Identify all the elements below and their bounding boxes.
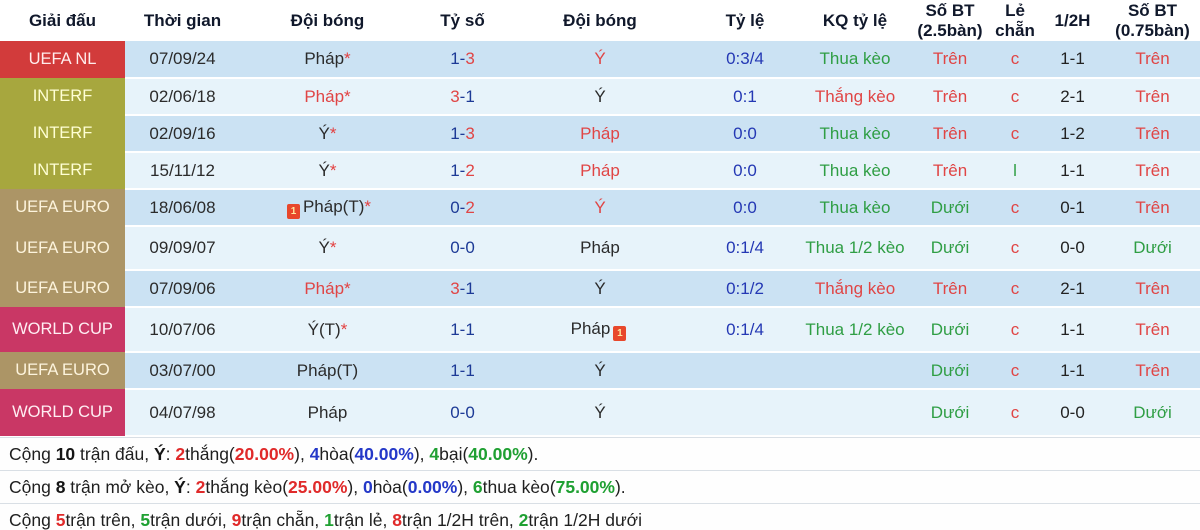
col-header-half: 1/2H bbox=[1040, 0, 1105, 41]
odd-even: c bbox=[990, 41, 1040, 78]
odd-even: c bbox=[990, 189, 1040, 226]
home-team-cell bbox=[240, 41, 415, 78]
half-score: 1-1 bbox=[1040, 41, 1105, 78]
summary-text: 8 bbox=[392, 509, 402, 530]
away-goals: 1 bbox=[465, 86, 475, 106]
odds-result: Thua kèo bbox=[800, 115, 910, 152]
summary-text: 20.00% bbox=[234, 443, 295, 464]
over-under-25: Trên bbox=[910, 41, 990, 78]
summary-text: 10 bbox=[55, 443, 76, 464]
match-date: 03/07/00 bbox=[125, 352, 240, 389]
home-star: * bbox=[329, 123, 337, 143]
handicap-odds: 0:1/2 bbox=[690, 270, 800, 307]
summary-text: 8 bbox=[55, 476, 66, 497]
match-row bbox=[0, 41, 1200, 78]
handicap-odds: 0:0 bbox=[690, 152, 800, 189]
col-header-score: Tỷ số bbox=[415, 0, 510, 41]
odds-result: Thua kèo bbox=[800, 152, 910, 189]
summary-text: Ý bbox=[153, 443, 166, 464]
odds-result bbox=[800, 389, 910, 436]
summary-text: 0.00% bbox=[407, 476, 458, 497]
away-team-cell bbox=[510, 307, 690, 352]
summary-text: ), bbox=[413, 443, 430, 464]
summary-text: Cộng bbox=[9, 476, 56, 497]
summary-text: thắng( bbox=[185, 443, 235, 464]
away-team-cell bbox=[510, 226, 690, 270]
home-team-name: Ý bbox=[318, 238, 330, 258]
summary-line-handicap bbox=[0, 470, 1200, 503]
half-score: 0-0 bbox=[1040, 389, 1105, 436]
score-cell bbox=[415, 352, 510, 389]
over-under-075: Trên bbox=[1105, 307, 1200, 352]
away-team-name: Ý bbox=[594, 86, 606, 106]
league-badge: UEFA EURO bbox=[0, 189, 125, 226]
summary-text: hòa( bbox=[319, 443, 355, 464]
summary-text: 4 bbox=[309, 443, 320, 464]
odds-result: Thua kèo bbox=[800, 41, 910, 78]
over-under-25: Dưới bbox=[910, 226, 990, 270]
match-date: 07/09/24 bbox=[125, 41, 240, 78]
score-dash: - bbox=[459, 160, 466, 180]
handicap-odds: 0:1/4 bbox=[690, 226, 800, 270]
summary-text: 25.00% bbox=[288, 476, 348, 497]
summary-text: : bbox=[185, 476, 196, 497]
half-score: 1-1 bbox=[1040, 307, 1105, 352]
summary-text: trận 1/2H trên, bbox=[401, 509, 519, 530]
col-header-odds: Tỷ lệ bbox=[690, 0, 800, 41]
col-header-away-team: Đội bóng bbox=[510, 0, 690, 41]
half-score: 1-2 bbox=[1040, 115, 1105, 152]
home-team-name: Pháp bbox=[304, 86, 345, 106]
odds-result: Thua 1/2 kèo bbox=[800, 307, 910, 352]
odds-result bbox=[800, 352, 910, 389]
away-team-cell bbox=[510, 389, 690, 436]
match-row bbox=[0, 270, 1200, 307]
match-row bbox=[0, 189, 1200, 226]
summary-text: ), bbox=[347, 476, 363, 497]
odd-even: c bbox=[990, 307, 1040, 352]
score-dash: - bbox=[459, 319, 466, 339]
col-header-odds-result: KQ tỷ lệ bbox=[800, 0, 910, 41]
over-under-25: Trên bbox=[910, 152, 990, 189]
odd-even: c bbox=[990, 78, 1040, 115]
score-dash: - bbox=[459, 123, 466, 143]
handicap-odds bbox=[690, 389, 800, 436]
score-dash: - bbox=[459, 238, 466, 258]
odds-result: Thua kèo bbox=[800, 189, 910, 226]
summary-text: 4 bbox=[429, 443, 440, 464]
home-team-cell bbox=[240, 270, 415, 307]
summary-text: trận chẵn, bbox=[241, 509, 325, 530]
over-under-075: Trên bbox=[1105, 78, 1200, 115]
summary-section bbox=[0, 437, 1200, 530]
home-team-cell bbox=[240, 226, 415, 270]
over-under-25: Dưới bbox=[910, 389, 990, 436]
home-team-cell bbox=[240, 352, 415, 389]
summary-text: 5 bbox=[140, 509, 151, 530]
home-team-cell bbox=[240, 78, 415, 115]
home-star: * bbox=[344, 86, 351, 106]
away-goals: 2 bbox=[465, 197, 475, 217]
odds-result: Thua 1/2 kèo bbox=[800, 226, 910, 270]
score-cell bbox=[415, 41, 510, 78]
over-under-075: Trên bbox=[1105, 115, 1200, 152]
summary-text: trận dưới, bbox=[150, 509, 232, 530]
summary-text: 6 bbox=[472, 476, 483, 497]
match-date: 02/09/16 bbox=[125, 115, 240, 152]
over-under-25: Dưới bbox=[910, 352, 990, 389]
match-date: 18/06/08 bbox=[125, 189, 240, 226]
score-cell bbox=[415, 307, 510, 352]
col-header-goals-075: Số BT (0.75bàn) bbox=[1105, 0, 1200, 41]
col-header-goals-25: Số BT (2.5bàn) bbox=[910, 0, 990, 41]
odds-result: Thắng kèo bbox=[800, 78, 910, 115]
away-team-name: Ý bbox=[594, 278, 606, 298]
home-goals: 1 bbox=[450, 49, 460, 69]
away-team-name: Ý bbox=[594, 402, 606, 422]
over-under-075: Trên bbox=[1105, 41, 1200, 78]
score-cell bbox=[415, 78, 510, 115]
summary-text: Cộng bbox=[9, 509, 56, 530]
summary-text: thua kèo( bbox=[482, 476, 556, 497]
summary-text: thắng kèo( bbox=[205, 476, 289, 497]
away-goals: 1 bbox=[465, 278, 475, 298]
score-cell bbox=[415, 189, 510, 226]
half-score: 1-1 bbox=[1040, 352, 1105, 389]
summary-text: hòa( bbox=[372, 476, 408, 497]
home-goals: 0 bbox=[450, 197, 460, 217]
summary-text: 2 bbox=[175, 443, 186, 464]
home-team-name: Pháp bbox=[304, 278, 345, 298]
league-badge: INTERF bbox=[0, 78, 125, 115]
home-team-name: Pháp(T) bbox=[302, 196, 365, 216]
summary-text: trận 1/2H dưới bbox=[528, 509, 643, 530]
match-row bbox=[0, 115, 1200, 152]
away-team-name: Pháp bbox=[580, 160, 620, 180]
summary-text: bại( bbox=[439, 443, 469, 464]
league-badge: INTERF bbox=[0, 152, 125, 189]
league-badge: UEFA EURO bbox=[0, 270, 125, 307]
away-team-cell bbox=[510, 115, 690, 152]
home-star: * bbox=[340, 319, 348, 339]
match-date: 15/11/12 bbox=[125, 152, 240, 189]
away-team-name: Ý bbox=[594, 360, 606, 380]
odd-even: c bbox=[990, 115, 1040, 152]
handicap-odds bbox=[690, 352, 800, 389]
match-date: 02/06/18 bbox=[125, 78, 240, 115]
home-team-cell bbox=[240, 115, 415, 152]
summary-text: trận đấu, bbox=[75, 443, 154, 464]
away-goals: 0 bbox=[465, 238, 475, 258]
away-goals: 1 bbox=[465, 360, 475, 380]
league-badge: WORLD CUP bbox=[0, 307, 125, 352]
match-row bbox=[0, 152, 1200, 189]
away-team-cell bbox=[510, 270, 690, 307]
half-score: 0-1 bbox=[1040, 189, 1105, 226]
score-dash: - bbox=[459, 86, 466, 106]
summary-line-overall bbox=[0, 437, 1200, 470]
home-team-name: Ý bbox=[318, 160, 330, 180]
league-badge: INTERF bbox=[0, 115, 125, 152]
half-score: 0-0 bbox=[1040, 226, 1105, 270]
score-dash: - bbox=[459, 278, 466, 298]
summary-text: : bbox=[165, 443, 176, 464]
match-row bbox=[0, 78, 1200, 115]
handicap-odds: 0:0 bbox=[690, 189, 800, 226]
odd-even: c bbox=[990, 389, 1040, 436]
home-goals: 1 bbox=[450, 319, 460, 339]
home-team-name: Pháp bbox=[304, 49, 345, 69]
over-under-075: Dưới bbox=[1105, 226, 1200, 270]
home-team-name: Ý bbox=[318, 123, 330, 143]
over-under-25: Trên bbox=[910, 78, 990, 115]
home-team-cell bbox=[240, 307, 415, 352]
odd-even: c bbox=[990, 352, 1040, 389]
league-badge: UEFA EURO bbox=[0, 226, 125, 270]
over-under-25: Trên bbox=[910, 270, 990, 307]
home-team-name: Pháp(T) bbox=[296, 360, 359, 380]
home-team-name: Ý(T) bbox=[307, 319, 341, 339]
over-under-075: Trên bbox=[1105, 189, 1200, 226]
away-team-cell bbox=[510, 152, 690, 189]
summary-text: 0 bbox=[362, 476, 373, 497]
away-goals: 3 bbox=[465, 49, 475, 69]
handicap-odds: 0:0 bbox=[690, 115, 800, 152]
away-goals: 2 bbox=[465, 160, 475, 180]
summary-text: trận mở kèo, bbox=[65, 476, 175, 497]
home-team-cell bbox=[240, 389, 415, 436]
score-cell bbox=[415, 226, 510, 270]
over-under-25: Trên bbox=[910, 115, 990, 152]
home-team-name: Pháp bbox=[307, 402, 348, 422]
summary-text: 9 bbox=[231, 509, 242, 530]
league-badge: UEFA EURO bbox=[0, 352, 125, 389]
away-team-cell bbox=[510, 189, 690, 226]
summary-text: 75.00% bbox=[555, 476, 615, 497]
handicap-odds: 0:1/4 bbox=[690, 307, 800, 352]
league-badge: WORLD CUP bbox=[0, 389, 125, 436]
away-team-name: Pháp bbox=[580, 238, 620, 258]
home-star: * bbox=[344, 278, 351, 298]
summary-line-totals bbox=[0, 503, 1200, 530]
home-goals: 1 bbox=[450, 160, 460, 180]
over-under-075: Dưới bbox=[1105, 389, 1200, 436]
match-date: 09/09/07 bbox=[125, 226, 240, 270]
home-team-cell bbox=[240, 152, 415, 189]
odd-even: c bbox=[990, 226, 1040, 270]
odd-even: l bbox=[990, 152, 1040, 189]
score-cell bbox=[415, 270, 510, 307]
score-cell bbox=[415, 152, 510, 189]
home-goals: 3 bbox=[450, 86, 460, 106]
summary-text: Cộng bbox=[9, 443, 56, 464]
summary-text: 5 bbox=[55, 509, 66, 530]
away-goals: 0 bbox=[465, 402, 475, 422]
match-row bbox=[0, 389, 1200, 436]
away-team-name: Pháp bbox=[570, 318, 611, 338]
summary-text: trận lẻ, bbox=[333, 509, 393, 530]
odd-even: c bbox=[990, 270, 1040, 307]
summary-text: 2 bbox=[518, 509, 529, 530]
col-header-time: Thời gian bbox=[125, 0, 240, 41]
home-goals: 3 bbox=[450, 278, 460, 298]
handicap-odds: 0:3/4 bbox=[690, 41, 800, 78]
away-team-cell bbox=[510, 78, 690, 115]
red-card-icon: 1 bbox=[613, 326, 626, 341]
score-dash: - bbox=[459, 360, 466, 380]
summary-text: ), bbox=[457, 476, 473, 497]
over-under-075: Trên bbox=[1105, 270, 1200, 307]
match-date: 10/07/06 bbox=[125, 307, 240, 352]
handicap-odds: 0:1 bbox=[690, 78, 800, 115]
summary-text: ). bbox=[527, 443, 539, 464]
home-star: * bbox=[329, 238, 337, 258]
odds-result: Thắng kèo bbox=[800, 270, 910, 307]
match-date: 07/09/06 bbox=[125, 270, 240, 307]
score-cell bbox=[415, 115, 510, 152]
home-team-cell bbox=[240, 189, 415, 226]
summary-text: 2 bbox=[195, 476, 206, 497]
away-team-cell bbox=[510, 352, 690, 389]
over-under-075: Trên bbox=[1105, 152, 1200, 189]
half-score: 2-1 bbox=[1040, 270, 1105, 307]
col-header-odd-even: Lẻ chẵn bbox=[990, 0, 1040, 41]
home-goals: 1 bbox=[450, 360, 460, 380]
home-star: * bbox=[329, 160, 337, 180]
match-row bbox=[0, 226, 1200, 270]
away-team-name: Ý bbox=[594, 197, 606, 217]
home-goals: 0 bbox=[450, 238, 460, 258]
away-team-name: Pháp bbox=[580, 123, 620, 143]
summary-text: 40.00% bbox=[468, 443, 528, 464]
home-star: * bbox=[364, 196, 372, 216]
summary-text: Ý bbox=[174, 476, 186, 497]
match-date: 04/07/98 bbox=[125, 389, 240, 436]
over-under-25: Dưới bbox=[910, 189, 990, 226]
over-under-25: Dưới bbox=[910, 307, 990, 352]
away-team-cell bbox=[510, 41, 690, 78]
summary-text: trận trên, bbox=[65, 509, 141, 530]
summary-text: 40.00% bbox=[354, 443, 414, 464]
half-score: 1-1 bbox=[1040, 152, 1105, 189]
match-row bbox=[0, 307, 1200, 352]
summary-text: ), bbox=[294, 443, 310, 464]
half-score: 2-1 bbox=[1040, 78, 1105, 115]
score-dash: - bbox=[459, 197, 466, 217]
col-header-home-team: Đội bóng bbox=[240, 0, 415, 41]
away-team-name: Ý bbox=[594, 49, 606, 69]
match-row bbox=[0, 352, 1200, 389]
summary-text: 1 bbox=[324, 509, 334, 530]
col-header-league: Giải đấu bbox=[0, 0, 125, 41]
home-goals: 1 bbox=[450, 123, 460, 143]
summary-text: ). bbox=[614, 476, 626, 497]
red-card-icon: 1 bbox=[287, 204, 300, 219]
table-header bbox=[0, 0, 1200, 41]
score-dash: - bbox=[459, 49, 466, 69]
home-star: * bbox=[344, 49, 351, 69]
home-goals: 0 bbox=[450, 402, 460, 422]
score-cell bbox=[415, 389, 510, 436]
away-goals: 3 bbox=[465, 123, 475, 143]
score-dash: - bbox=[459, 402, 466, 422]
away-goals: 1 bbox=[465, 319, 475, 339]
over-under-075: Trên bbox=[1105, 352, 1200, 389]
league-badge: UEFA NL bbox=[0, 41, 125, 78]
